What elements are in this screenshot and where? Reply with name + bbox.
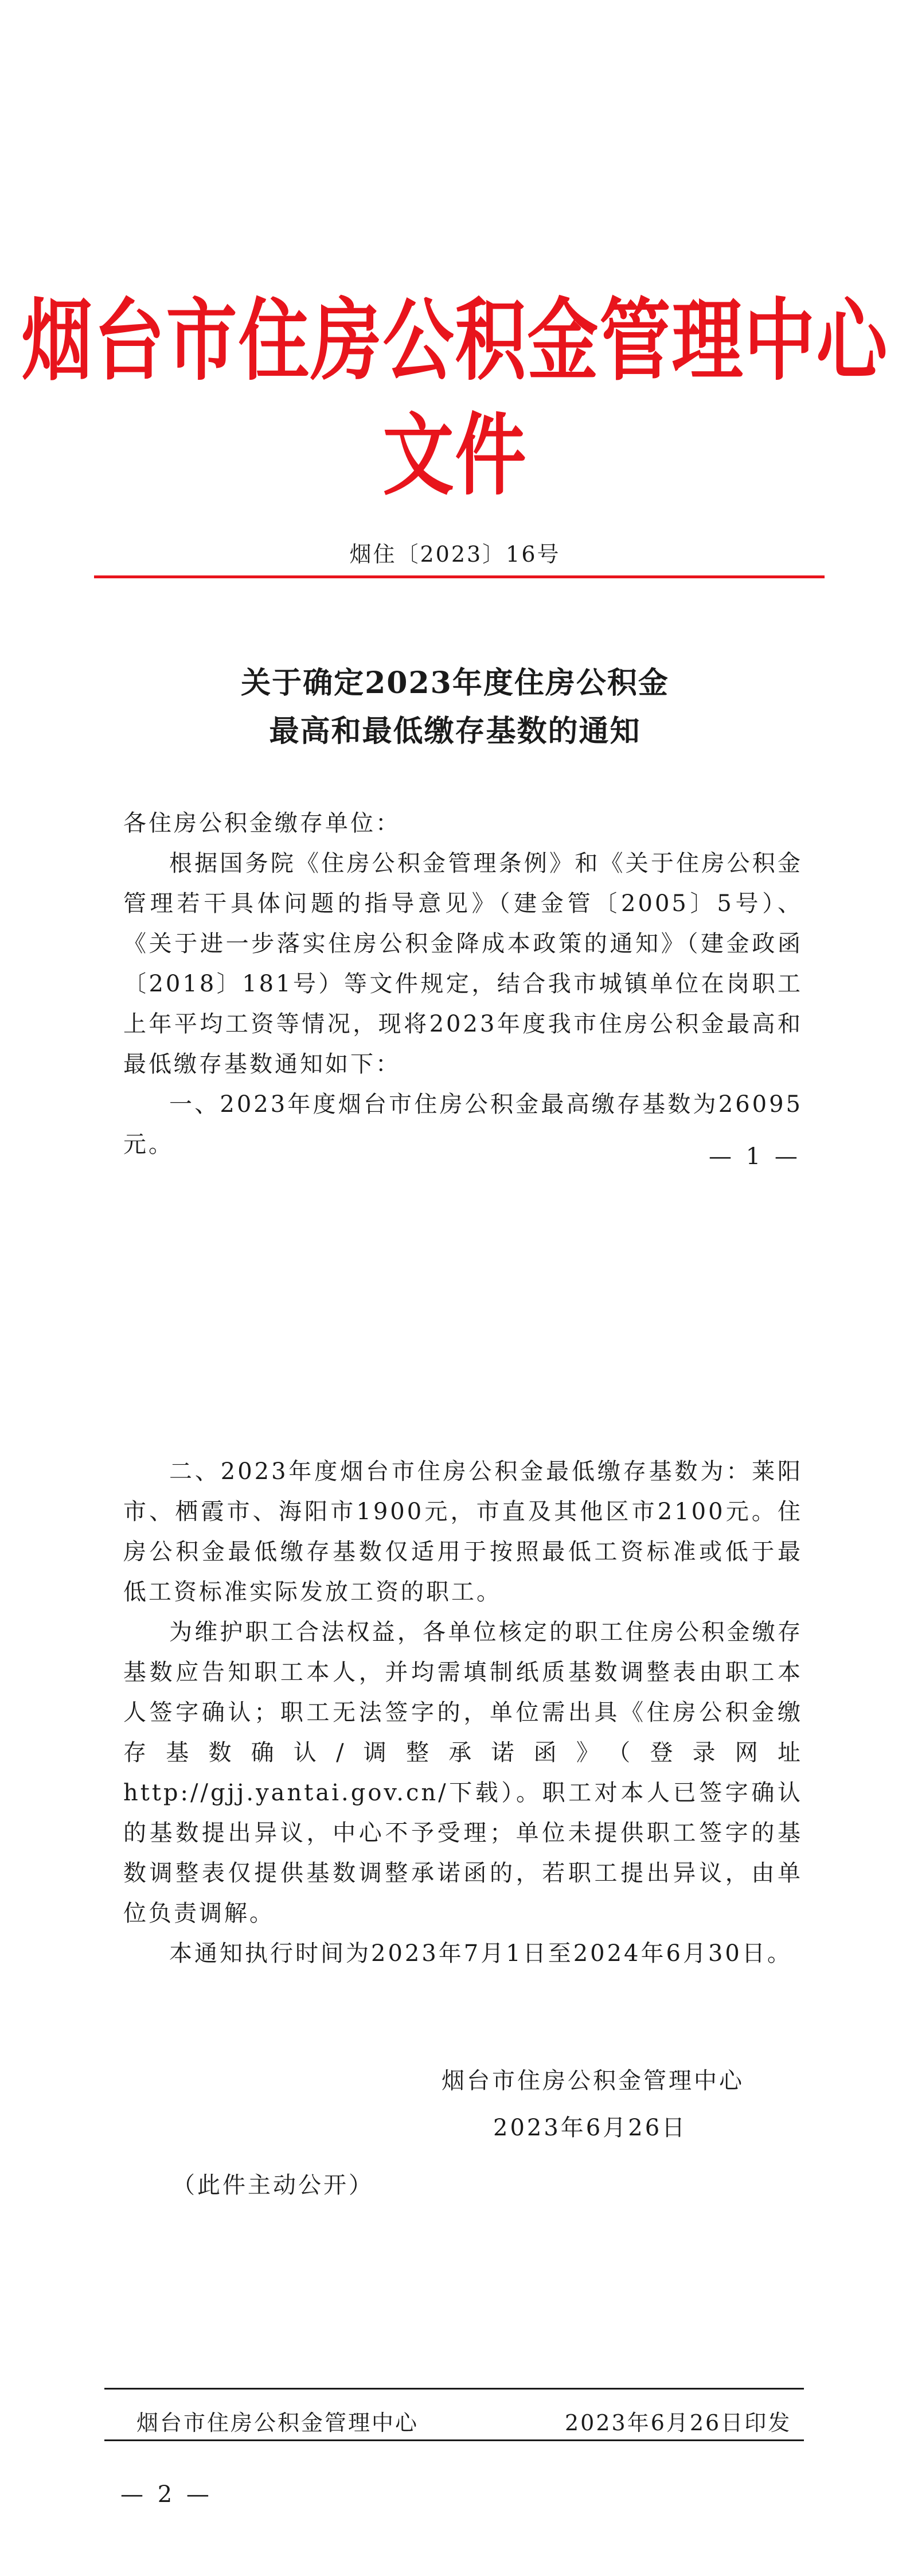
footer-bottom-line: [104, 2439, 804, 2441]
paragraph-basis: 根据国务院《住房公积金管理条例》和《关于住房公积金管理若干具体问题的指导意见》（建金管〔2005〕5号）、《关于进一步落实住房公积金降成本政策的通知》（建金政函〔2018〕181号）等文件规定，结合我市城镇单位在岗职工上年平均工资等情况，现将2023年度我市住房公积金最高和最低缴存基数通知如下：: [123, 850, 803, 1077]
footer-issuer: 烟台市住房公积金管理中心: [136, 2410, 419, 2435]
paragraph-minimum-base: 二、2023年度烟台市住房公积金最低缴存基数为：莱阳市、栖霞市、海阳市1900元，市直及其他区市2100元。住房公积金最低缴存基数仅适用于按照最低工资标准或低于最低工资标准实际发放工资的职工。: [123, 1458, 803, 1605]
footer-print-date: 2023年6月26日印发: [565, 2410, 792, 2435]
red-divider-line: [94, 575, 825, 578]
notice-title-line-2: 最高和最低缴存基数的通知: [269, 714, 641, 749]
paragraph-maximum-base: 一、2023年度烟台市住房公积金最高缴存基数为26095元。: [123, 1091, 803, 1158]
paragraph-effective-period: 本通知执行时间为2023年7月1日至2024年6月30日。: [169, 1940, 792, 1967]
addressee: 各住房公积金缴存单位：: [123, 810, 401, 836]
signature-organization: 烟台市住房公积金管理中心: [442, 2068, 744, 2094]
footer-top-line: [104, 2388, 804, 2390]
page-number-1: — 1 —: [709, 1143, 801, 1170]
page-2: [0, 1288, 910, 2576]
document-number: 烟住〔2023〕16号: [349, 542, 561, 567]
signature-date: 2023年6月26日: [493, 2115, 688, 2141]
page-number-2: — 2 —: [120, 2481, 213, 2508]
paragraph-employee-rights: 为维护职工合法权益，各单位核定的职工住房公积金缴存基数应告知职工本人，并均需填制纸质基数调整表由职工本人签字确认；职工无法签字的，单位需出具《住房公积金缴存基数确认/调整承诺函》（登录网址http://gjj.yantai.gov.cn/下载）。职工对本人已签字确认的基数提出异议，中心不予受理；单位未提供职工签字的基数调整表仅提供基数调整承诺函的，若职工提出异议，由单位负责调解。: [123, 1619, 803, 1927]
disclosure-note: （此件主动公开）: [172, 2172, 374, 2198]
page-2-body: [123, 1452, 803, 1974]
document-header-title: 烟台市住房公积金管理中心文件: [21, 290, 889, 508]
notice-title-line-1: 关于确定2023年度住房公积金: [241, 666, 669, 701]
page-1-body: [123, 803, 803, 1165]
